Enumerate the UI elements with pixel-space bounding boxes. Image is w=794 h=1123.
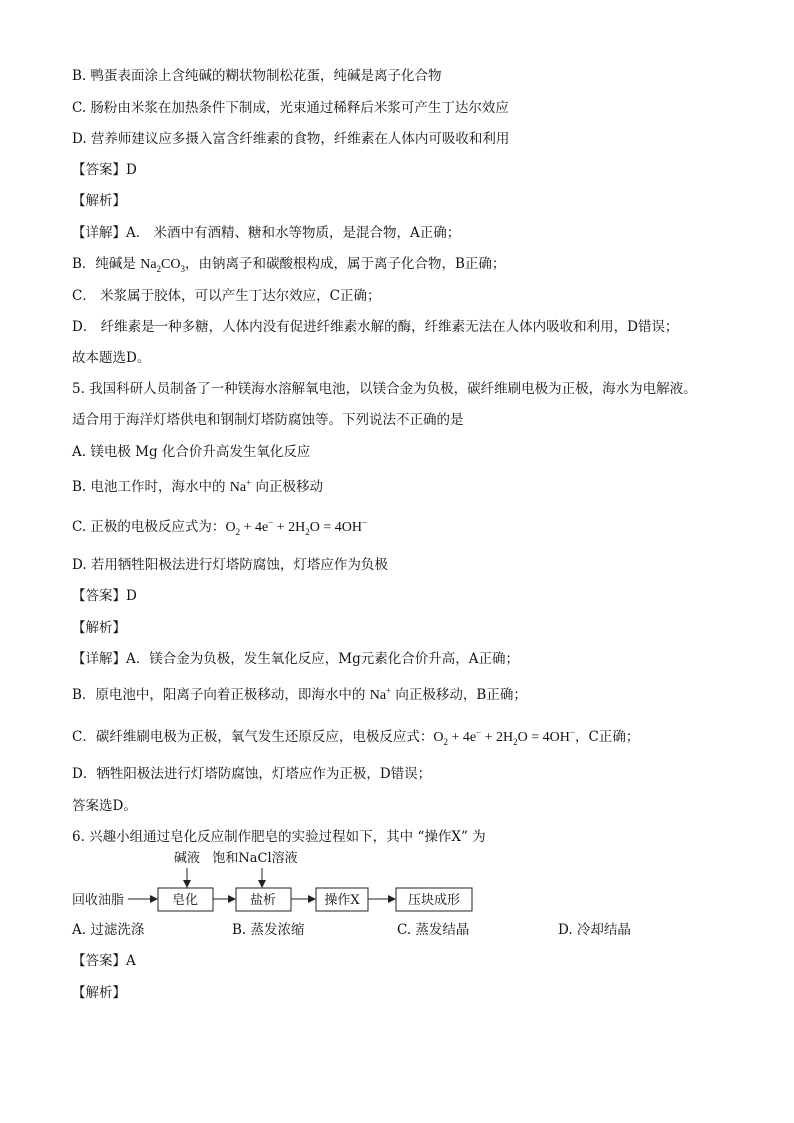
flow-step-saponification: 皂化 <box>171 893 199 908</box>
flow-step-operation-x: 操作X <box>324 893 360 908</box>
q4-detail-b-post: ，由钠离子和碳酸根构成，属于离子化合物，B正确； <box>185 256 506 272</box>
q4-answer: 【答案】D <box>72 162 137 178</box>
soap-process-flowchart <box>60 846 500 918</box>
q5-detail-c: C．碳纤维刷电极为正极，氧气发生还原反应，电极反应式：$O_2 + 4e^- + 2H_2O = 4OH^-$，C正确； <box>72 727 640 747</box>
flow-step-salting-out: 盐析 <box>249 893 277 908</box>
q4-option-d: D. 营养师建议应多摄入富含纤维素的食物，纤维素在人体内可吸收和利用 <box>72 131 510 147</box>
q5-option-b: B. 电池工作时，海水中的 Na+ 向正极移动 <box>72 477 323 495</box>
q6-option-a: A. 过滤洗涤 <box>72 922 145 938</box>
formula-cathode-equation: $O_2 + 4e^- + 2H_2O = 4OH^-$ <box>225 517 368 537</box>
formula-na2co3: $Na_2CO_3$ <box>140 257 185 274</box>
q5-answer: 【答案】D <box>72 588 137 604</box>
q5-option-d: D. 若用牺牲阳极法进行灯塔防腐蚀，灯塔应作为负极 <box>72 557 388 573</box>
formula-na-ion: Na+ <box>229 477 252 495</box>
q5-detail-d: D．牺牲阳极法进行灯塔防腐蚀，灯塔应作为正极，D错误； <box>72 766 432 782</box>
q4-detail-d: D． 纤维素是一种多糖，人体内没有促进纤维素水解的酶，纤维素无法在人体内吸收和利用，D错误； <box>72 319 679 335</box>
q5-detail-a: 【详解】A．镁合金为负极，发生氧化反应，Mg元素化合价升高，A正确； <box>72 651 519 667</box>
q5-option-c: C. 正极的电极反应式为：$O_2 + 4e^- + 2H_2O = 4OH^-$ <box>72 517 368 537</box>
q5-detail-b: B．原电池中，阳离子向着正极移动，即海水中的 Na+ 向正极移动，B正确； <box>72 685 527 703</box>
q4-detail-b <box>72 255 505 274</box>
q4-detail-b-pre: B．纯碱是 <box>72 256 141 272</box>
flow-step-pressing: 压块成形 <box>407 893 461 908</box>
q4-option-c: C. 肠粉由米浆在加热条件下制成，光束通过稀释后米浆可产生丁达尔效应 <box>72 100 509 116</box>
q5-stem-2: 适合用于海洋灯塔供电和钢制灯塔防腐蚀等。下列说法不正确的是 <box>72 412 464 428</box>
q6-stem: 6. 兴趣小组通过皂化反应制作肥皂的实验过程如下，其中 “操作X” 为 <box>72 829 486 845</box>
q4-detail-c: C． 米浆属于胶体，可以产生丁达尔效应，C正确； <box>72 288 381 304</box>
q4-detail-a: 【详解】A． 米酒中有酒精、糖和水等物质，是混合物，A正确； <box>72 225 461 241</box>
q6-option-c: C. 蒸发结晶 <box>397 922 470 938</box>
formula-na-ion-2: Na+ <box>369 685 392 703</box>
formula-cathode-equation-2: $O_2 + 4e^- + 2H_2O = 4OH^-$ <box>433 727 575 747</box>
q5-stem-1: 5. 我国科研人员制备了一种镁海水溶解氧电池，以镁合金为负极，碳纤维刷电极为正极，海水为电解液。 <box>72 381 697 397</box>
flow-reagent-alkali: 碱液 <box>173 851 201 866</box>
q6-options <box>72 921 712 939</box>
q6-option-d: D. 冷却结晶 <box>558 922 631 938</box>
q5-conclusion: 答案选D。 <box>72 798 137 814</box>
q5-analysis-heading: 【解析】 <box>72 620 126 636</box>
flow-start-label: 回收油脂 <box>72 893 125 908</box>
q4-conclusion: 故本题选D。 <box>72 350 151 366</box>
q5-option-a: A. 镁电极 Mg 化合价升高发生氧化反应 <box>72 444 311 460</box>
q4-option-b: B. 鸭蛋表面涂上含纯碱的糊状物制松花蛋，纯碱是离子化合物 <box>72 68 442 84</box>
q6-answer: 【答案】A <box>72 953 136 969</box>
q4-analysis-heading: 【解析】 <box>72 193 126 209</box>
flow-reagent-nacl: 饱和NaCl溶液 <box>212 851 298 866</box>
q6-analysis-heading: 【解析】 <box>72 985 126 1001</box>
q6-option-b: B. 蒸发浓缩 <box>232 922 305 938</box>
